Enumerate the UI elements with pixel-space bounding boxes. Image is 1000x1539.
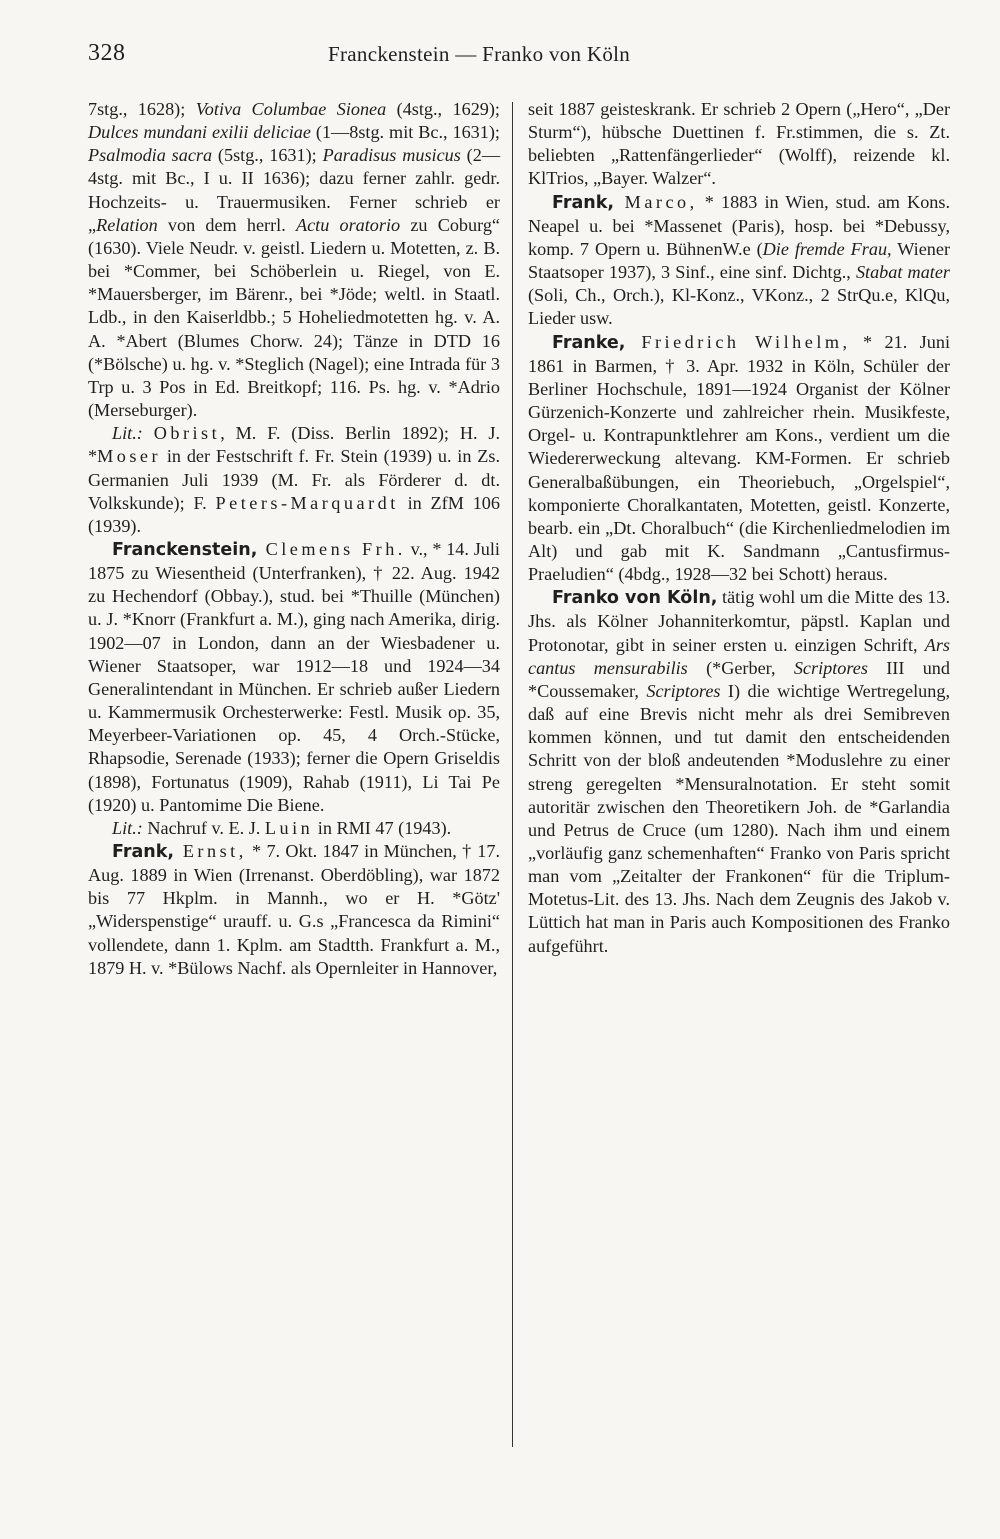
text: in ZfM 106 (1939). — [88, 492, 500, 536]
text: (Soli, Ch., Orch.), Kl-Konz., VKonz., 2 StrQu.e, KlQu, Lieder usw. — [528, 285, 950, 329]
text: (4stg., 1629); — [386, 99, 500, 119]
text: III und *Coussemaker, — [528, 657, 950, 701]
author-name: Obrist — [153, 423, 221, 444]
text: zu Coburg“ (1630). Viele Neudr. v. geistl. Liedern u. Motetten, z. B. bei *Commer, bei Schöberlein u. Riegel, von E. *Mauersberger, im Bärenr., bei *Jöde; weltl. in Staatl. Ldb., in den Kaiserldbb.; 5 Hoheliedmotetten hg. v. A. A. *Abert (Blumes Chorw. 24); Tänze in DTD 16 (*Bölsche) u. hg. v. *Steglich (Nagel); eine Intrada für 3 Trp u. 3 Pos in Ed. Breitkopf; 116. Ps. hg. v. *Adrio (Merseburger). — [88, 214, 501, 421]
text — [143, 423, 154, 443]
text: (5stg., 1631); — [212, 145, 323, 166]
lit-label: Lit.: — [112, 423, 143, 444]
entry-franko-von-koeln — [528, 586, 950, 958]
page-number: 328 — [88, 40, 126, 66]
entry-forename: Ernst, — [174, 841, 247, 861]
text: * 1883 in Wien, stud. am Kons. Neapel u. bei *Massenet (Paris), hosp. bei *Debussy, komp. 7 Opern u. BühnenW.e ( — [528, 191, 951, 259]
work-title: Die fremde Frau, — [762, 238, 892, 259]
entry-text: * 21. Juni 1861 in Barmen, † 3. Apr. 1932 in Köln, Schüler der Berliner Hochschule, 1891—1924 Organist der Kölner Gürzenich-Konzerte und zahlreicher rhein. Musikfeste, Orgel- u. Kontrapunktlehrer am Kons., verdient um die Wiedererweckung altevang. KM-Formen. Er schrieb Generalbaßübungen, ein Theoriebuch, „Orgelspiel“, komponierte Choralkantaten, Motetten, geistl. Konzerte, bearb. ein „Dt. Choralbuch“ (die Kirchenliedmelodien im Alt) und gab mit K. Sandmann „Cantusfirmus-Praeludien“ (4bdg., 1928—32 bei Schott) heraus. — [528, 331, 950, 585]
entry-headword: Franckenstein, — [112, 539, 258, 560]
entry-forename: Clemens Frh. — [257, 538, 406, 559]
work-title: Stabat mater — [855, 262, 950, 283]
entry-continuation: seit 1887 geisteskrank. Er schrieb 2 Opern („Hero“, „Der Sturm“), hübsche Duettinen f. Fr.stimmen, die s. Zt. beliebten „Rattenfängerlieder“ (Wolff), reizende kl. KlTrios, „Bayer. Walzer“. — [528, 99, 950, 189]
entry-headword: Frank, — [112, 842, 175, 862]
right-column — [528, 98, 950, 958]
entry-franke — [528, 331, 950, 587]
left-column — [88, 98, 500, 980]
entry-forename: Marco, — [614, 191, 698, 212]
entry-headword: Frank, — [552, 192, 615, 213]
text: 7stg., 1628); — [88, 99, 196, 119]
entry-forename: Friedrich Wilhelm, — [625, 331, 851, 352]
text: , M. F. (Diss. Berlin 1892); H. J. * — [88, 423, 501, 467]
work-title: Votiva Columbae Sionea — [195, 99, 387, 119]
entry-franckenstein — [88, 538, 500, 817]
text: (1—8stg. mit Bc., 1631); — [310, 122, 500, 143]
text: von dem herrl. — [157, 214, 296, 235]
literature-note — [88, 817, 500, 840]
author-name: Luin — [264, 817, 314, 838]
entry-headword: Franko von Köln, — [552, 588, 718, 609]
text: Nachruf v. E. J. — [142, 817, 265, 838]
text: tätig wohl um die Mitte des 13. Jhs. als Kölner Johanniterkomtur, päpstl. Kaplan und Protonotar, gibt in seiner ersten u. einzigen Schrift, — [528, 587, 950, 655]
lit-label: Lit.: — [112, 817, 143, 838]
literature-note — [88, 422, 500, 538]
work-title: Relation — [96, 214, 158, 235]
entry-text: * 7. Okt. 1847 in München, † 17. Aug. 1889 in Wien (Irrenanst. Oberdöbling), war 1872 bis 77 Hkplm. in Mannh., wo er H. *Götz' „Widerspenstige“ urauff. u. G.s „Francesca da Rimini“ vollendete, dann 1. Kplm. am Stadtth. Frankfurt a. M., 1879 H. v. *Bülows Nachf. als Opernleiter in Hannover, — [88, 841, 500, 978]
text: (2—4stg. mit Bc., I u. II 1636); dazu ferner zahlr. gedr. Hochzeits- u. Trauermusiken. Ferner schrieb er „ — [88, 145, 501, 235]
text: (*Gerber, — [687, 657, 794, 678]
work-title: Scriptores — [646, 680, 721, 701]
work-title: Paradisus musicus — [322, 145, 461, 166]
author-name: Moser — [97, 446, 162, 467]
page-header — [88, 40, 948, 80]
entry-frank-marco — [528, 191, 950, 331]
entry-frank-ernst — [88, 840, 500, 980]
work-title: Ars cantus mensurabilis — [528, 634, 950, 678]
text: I) die wichtige Wertregelung, daß auf eine Brevis nicht mehr als drei Semibreven kommen können, und tut damit den entscheidenden Schritt von der bloß andeutenden *Moduslehre zu einer streng geregelten *Mensuralnotation. Er steht somit autoritär zwischen den Theoretikern Joh. de *Garlandia und Petrus de Cruce (um 1280). Nach ihm und einem „vorläufig ganz schemenhaften“ Franko von Paris spricht man vom „Zeitalter der Frankonen“ für die Triplum-Motetus-Lit. des 13. Jhs. Nach dem Zeugnis des Jakob v. Lüttich hat man in Paris auch Kompositionen des Franko aufgeführt. — [528, 680, 951, 956]
entry-headword: Franke, — [552, 332, 626, 353]
entry-text: v., * 14. Juli 1875 zu Wiesentheid (Unterfranken), † 22. Aug. 1942 zu Hechendorf (Obbay.), stud. bei *Thuille (München) u. J. *Knorr (Frankfurt a. M.), ging nach Amerika, dirig. 1902—07 in London, dann an der Wiesbadener u. Wiener Staatsoper, war 1912—18 und 1924—34 Generalintendant in München. Er schrieb außer Liedern u. Kammermusik Orchesterwerke: Festl. Musik op. 35, Meyerbeer-Variationen op. 45, 4 Orch.-Stücke, Rhapsodie, Serenade (1933); ferner die Opern Griseldis (1898), Fortunatus (1909), Rahab (1911), Li Tai Pe (1920) u. Pantomime Die Biene. — [88, 538, 500, 815]
work-title: Actu oratorio — [295, 214, 401, 235]
entry-continuation — [88, 98, 500, 422]
text: Wiener Staatsoper 1937), 3 Sinf., eine sinf. Dichtg., — [528, 238, 951, 283]
text: in der Festschrift f. Fr. Stein (1939) u. in Zs. Germanien Juli 1939 (M. Fr. als Förderer d. dt. Volkskunde); F. — [88, 446, 500, 513]
text: in RMI 47 (1943). — [313, 817, 452, 838]
column-divider — [512, 102, 513, 1447]
work-title: Dulces mundani exilii deliciae — [88, 122, 311, 143]
work-title: Psalmodia sacra — [88, 145, 213, 166]
work-title: Scriptores — [793, 657, 868, 678]
author-name: Peters-Marquardt — [215, 492, 399, 513]
running-head: Franckenstein — Franko von Köln — [328, 42, 631, 66]
